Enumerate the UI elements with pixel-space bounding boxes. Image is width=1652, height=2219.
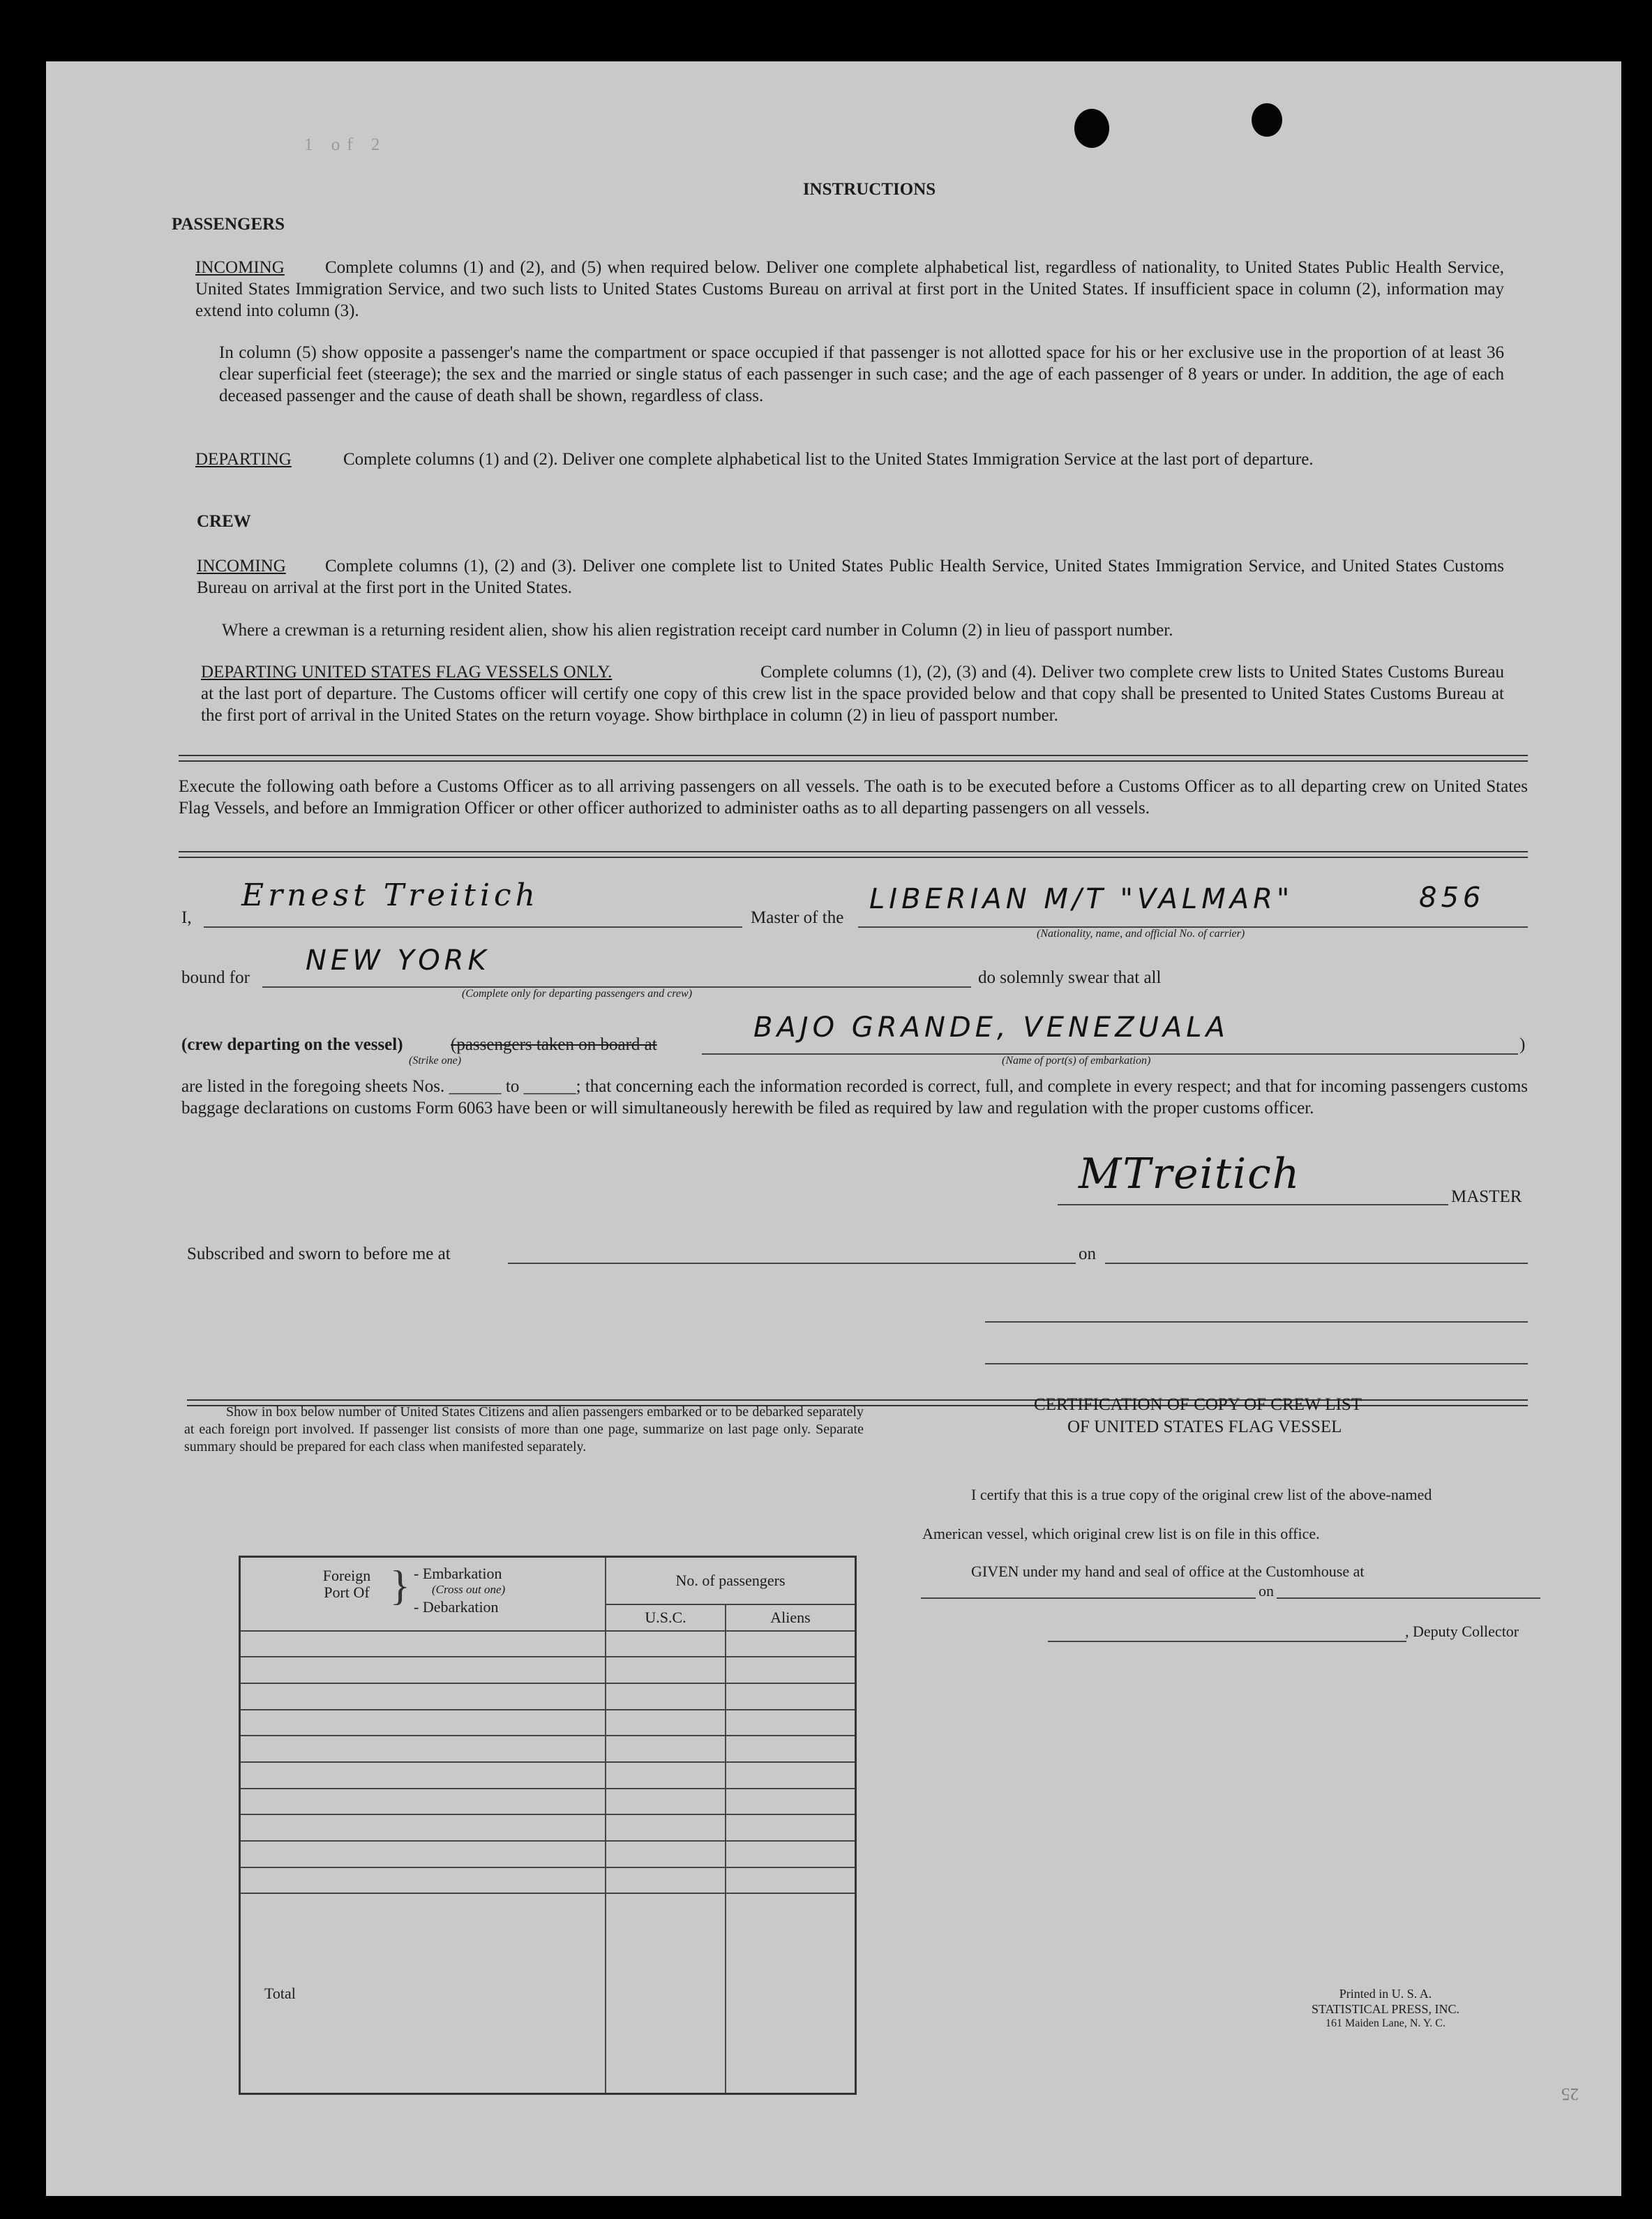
printer-line-3: 161 Maiden Lane, N. Y. C.: [1326, 2017, 1446, 2029]
passengers-struck-option: (passengers taken on board at: [451, 1035, 657, 1054]
embarkation-label: - Embarkation: [414, 1565, 502, 1582]
certification-title-2: OF UNITED STATES FLAG VESSEL: [1067, 1417, 1342, 1436]
foreign-port-header: [240, 1557, 606, 1631]
crew-departing-option: (crew departing on the vessel): [181, 1035, 403, 1054]
summary-instructions: Show in box below number of United States Citizens and alien passengers embarked or to be debarked separately at each foreign port involved. If passenger list consists of more than one page, summarize on last page only. Separate summary should be prepared for each class when manifested separately.: [184, 1404, 864, 1454]
certify-line-1: I certify that this is a true copy of the original crew list of the above-named: [971, 1486, 1432, 1503]
vessel-handwriting: LIBERIAN M/T "VALMAR": [869, 883, 1294, 915]
punch-hole-right: [1252, 103, 1282, 137]
vessel-number-handwriting: 856: [1419, 882, 1485, 914]
instructions-title: INSTRUCTIONS: [802, 180, 936, 199]
master-signature: MTreitich: [1079, 1150, 1301, 1198]
total-row: [240, 1893, 856, 2093]
column5-text: In column (5) show opposite a passenger's name the compartment or space occupied if that passenger is not allotted space for his or her exclusive use in the proportion of at least 36 clear superficial feet (steerage); the sex and the married or single status of each passenger in such case; and the age of each passenger of 8 years or under. In addition, the age of each deceased passenger and the cause of death shall be shown, regardless of class.: [219, 343, 1504, 405]
i-label: I,: [181, 908, 192, 927]
table-row: [240, 1867, 856, 1894]
crew-incoming-text: Complete columns (1), (2) and (3). Deliver one complete list to United States Public Health Service, United States Immigration Service, and United States Customs Bureau on arrival at the first port in the United States.: [197, 557, 1504, 597]
port-close-paren: ): [1519, 1035, 1526, 1054]
separator-top: [179, 755, 1528, 762]
page-number-mark: 25: [1561, 2084, 1579, 2103]
vessel-caption: (Nationality, name, and official No. of carrier): [1037, 928, 1245, 940]
customhouse-line: [921, 1597, 1256, 1599]
brace-glyph: }: [390, 1563, 410, 1609]
crewman-text: Where a crewman is a returning resident alien, show his alien registration receipt card number in Column (2) in lieu of passport number.: [222, 621, 1173, 640]
crew-heading: CREW: [197, 512, 251, 531]
table-row: [240, 1631, 856, 1657]
page-count-mark: 1 of 2: [304, 135, 387, 154]
swear-label: do solemnly swear that all: [978, 968, 1162, 987]
table-row: [240, 1710, 856, 1736]
cert-date-line: [1277, 1597, 1540, 1599]
cross-out-label: (Cross out one): [432, 1583, 506, 1596]
master-name-line: [204, 926, 742, 928]
flag-vessels-label: DEPARTING UNITED STATES FLAG VESSELS ONLY.: [201, 663, 613, 682]
deputy-label: , Deputy Collector: [1405, 1623, 1519, 1640]
table-row: [240, 1736, 856, 1762]
subscribed-date-line: [1105, 1263, 1528, 1264]
passenger-summary-table: [239, 1556, 857, 2095]
given-text: GIVEN under my hand and seal of office at the Customhouse at: [971, 1563, 1365, 1580]
table-row: [240, 1814, 856, 1841]
deputy-line: [1048, 1641, 1406, 1642]
table-row: [240, 1657, 856, 1683]
subscribed-on-label: on: [1079, 1244, 1096, 1263]
official-line-1: [985, 1321, 1528, 1323]
cert-on-label: on: [1259, 1582, 1274, 1600]
subscribed-place-line: [508, 1263, 1076, 1264]
official-line-2: [985, 1363, 1528, 1364]
incoming-label: INCOMING: [195, 258, 285, 277]
bound-for-caption: (Complete only for departing passengers and crew): [462, 988, 693, 1000]
aliens-header: Aliens: [726, 1604, 856, 1631]
certify-line-2: American vessel, which original crew list is on file in this office.: [922, 1525, 1320, 1542]
bound-for-label: bound for: [181, 968, 250, 987]
foreign-port-label: Foreign Port Of: [322, 1567, 371, 1601]
total-label: Total: [240, 1893, 606, 2093]
separator-oath: [179, 851, 1528, 858]
strike-one-caption: (Strike one): [409, 1055, 462, 1067]
passengers-heading: PASSENGERS: [172, 215, 285, 234]
incoming-text: Complete columns (1) and (2), and (5) when required below. Deliver one complete alphabetical list, regardless of nationality, to United States Public Health Service, United States Immigration Service, and two such lists to United States Customs Bureau on arrival at first port in the United States. If insufficient space in column (2), information may extend into column (3).: [195, 258, 1504, 320]
listed-text: are listed in the foregoing sheets Nos. ______ to ______; that concerning each the information recorded is correct, full, and complete in every respect; and that for incoming passengers customs baggage declarations on customs Form 6063 have been or will simultaneously herewith be filed as required by law and regulation with the proper customs officer.: [181, 1077, 1528, 1118]
certification-title-1: CERTIFICATION OF COPY OF CREW LIST: [1034, 1395, 1362, 1414]
master-name-handwriting: Ernest Treitich: [241, 878, 540, 913]
table-row: [240, 1683, 856, 1710]
document-page: [46, 61, 1621, 2196]
table-row: [240, 1841, 856, 1867]
signature-line: [1058, 1204, 1448, 1205]
departing-label: DEPARTING: [195, 450, 292, 469]
departing-text: Complete columns (1) and (2). Deliver one complete alphabetical list to the United States Immigration Service at the last port of departure.: [343, 450, 1314, 469]
subscribed-label: Subscribed and sworn to before me at: [187, 1244, 451, 1263]
table-row: [240, 1762, 856, 1789]
crew-incoming-label: INCOMING: [197, 557, 286, 576]
table-row: [240, 1789, 856, 1815]
flag-vessels-text: Complete columns (1), (2), (3) and (4). Deliver two complete crew lists to United States Customs Bureau at the last port of departure. The Customs officer will certify one copy of this crew list in the space provided below and that copy shall be presented to United States Customs Bureau at the first port of arrival in the United States on the return voyage. Show birthplace in column (2) in lieu of passport number.: [201, 663, 1504, 725]
master-label: MASTER: [1451, 1187, 1522, 1206]
port-handwriting: BAJO GRANDE, VENEZUALA: [753, 1011, 1229, 1044]
punch-hole-left: [1074, 109, 1109, 148]
printer-line-2: STATISTICAL PRESS, INC.: [1312, 2002, 1459, 2016]
printer-line-1: Printed in U. S. A.: [1339, 1987, 1432, 2001]
master-of-label: Master of the: [751, 908, 844, 927]
usc-header: U.S.C.: [606, 1604, 726, 1631]
no-passengers-header: No. of passengers: [606, 1557, 856, 1604]
port-caption: (Name of port(s) of embarkation): [1002, 1055, 1151, 1067]
bound-for-handwriting: NEW YORK: [306, 945, 490, 977]
debarkation-label: - Debarkation: [414, 1598, 499, 1616]
oath-intro: Execute the following oath before a Customs Officer as to all arriving passengers on all vessels. The oath is to be executed before a Customs Officer as to all departing crew on United States Flag Vessels, and before an Immigration Officer or other officer authorized to administer oaths as to all departing passengers on all vessels.: [179, 777, 1528, 818]
